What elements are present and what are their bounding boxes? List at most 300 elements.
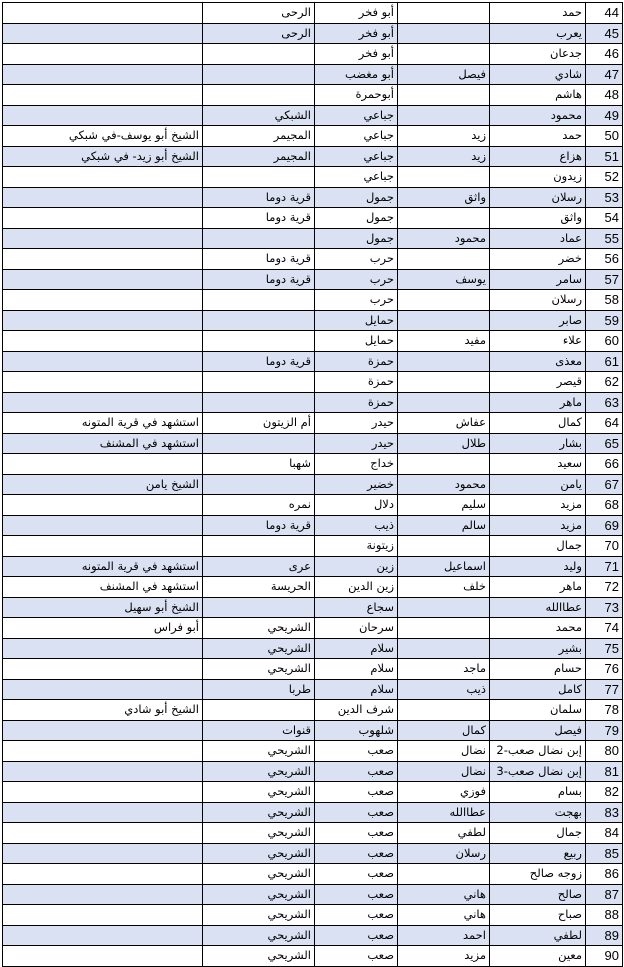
table-row — [3, 515, 623, 536]
note-cell — [3, 23, 203, 44]
table-row — [3, 741, 623, 762]
second-name-cell — [398, 3, 490, 24]
row-number-cell: 51 — [586, 146, 623, 167]
family-cell: أبو فخر — [315, 3, 398, 24]
note-cell — [3, 3, 203, 24]
second-name-cell: محمود — [398, 228, 490, 249]
second-name-cell — [398, 23, 490, 44]
first-name-cell: رسلان — [490, 290, 586, 311]
table-row — [3, 659, 623, 680]
origin-cell: قرية دوما — [203, 515, 315, 536]
first-name-cell: حسام — [490, 659, 586, 680]
table-row — [3, 290, 623, 311]
note-cell: الشيخ أبو يوسف-في شبكي — [3, 126, 203, 147]
family-cell: صعب — [315, 946, 398, 967]
table-row — [3, 905, 623, 926]
first-name-cell: محمد — [490, 618, 586, 639]
table-row — [3, 392, 623, 413]
table-row — [3, 187, 623, 208]
family-cell: خداج — [315, 454, 398, 475]
second-name-cell: ماجد — [398, 659, 490, 680]
origin-cell — [203, 290, 315, 311]
first-name-cell: هزاع — [490, 146, 586, 167]
row-number-cell: 60 — [586, 331, 623, 352]
origin-cell: المجيمر — [203, 126, 315, 147]
origin-cell — [203, 433, 315, 454]
note-cell: الشيخ أبو شادي — [3, 700, 203, 721]
note-cell — [3, 679, 203, 700]
second-name-cell — [398, 351, 490, 372]
family-cell: صعب — [315, 843, 398, 864]
note-cell — [3, 228, 203, 249]
origin-cell: الشريحي — [203, 618, 315, 639]
table-row — [3, 372, 623, 393]
note-cell: استشهد في قرية المتونه — [3, 556, 203, 577]
origin-cell — [203, 44, 315, 65]
table-row — [3, 495, 623, 516]
table-row — [3, 618, 623, 639]
row-number-cell: 45 — [586, 23, 623, 44]
first-name-cell: حمد — [490, 126, 586, 147]
first-name-cell: ماهر — [490, 392, 586, 413]
origin-cell: الشريحي — [203, 761, 315, 782]
first-name-cell: يعرب — [490, 23, 586, 44]
origin-cell: شهبا — [203, 454, 315, 475]
second-name-cell — [398, 249, 490, 270]
second-name-cell: محمود — [398, 474, 490, 495]
origin-cell: قرية دوما — [203, 269, 315, 290]
row-number-cell: 52 — [586, 167, 623, 188]
family-cell: صعب — [315, 823, 398, 844]
note-cell — [3, 823, 203, 844]
note-cell — [3, 638, 203, 659]
origin-cell: الشريحي — [203, 884, 315, 905]
row-number-cell: 47 — [586, 64, 623, 85]
note-cell — [3, 905, 203, 926]
first-name-cell: بهجت — [490, 802, 586, 823]
family-cell: شرف الدين — [315, 700, 398, 721]
second-name-cell: مزيد — [398, 946, 490, 967]
table-row — [3, 433, 623, 454]
first-name-cell: ربيع — [490, 843, 586, 864]
table-row — [3, 720, 623, 741]
row-number-cell: 54 — [586, 208, 623, 229]
second-name-cell: واثق — [398, 187, 490, 208]
first-name-cell: سعيد — [490, 454, 586, 475]
first-name-cell: جدعان — [490, 44, 586, 65]
table-body — [3, 3, 623, 967]
table-row — [3, 679, 623, 700]
first-name-cell: يامن — [490, 474, 586, 495]
family-cell: سلام — [315, 638, 398, 659]
second-name-cell: مفيد — [398, 331, 490, 352]
first-name-cell: ماهر — [490, 577, 586, 598]
row-number-cell: 69 — [586, 515, 623, 536]
note-cell — [3, 187, 203, 208]
second-name-cell: خلف — [398, 577, 490, 598]
row-number-cell: 62 — [586, 372, 623, 393]
row-number-cell: 75 — [586, 638, 623, 659]
row-number-cell: 65 — [586, 433, 623, 454]
family-cell: أبو فخر — [315, 44, 398, 65]
row-number-cell: 59 — [586, 310, 623, 331]
note-cell — [3, 249, 203, 270]
family-cell: حيدر — [315, 433, 398, 454]
first-name-cell: سلمان — [490, 700, 586, 721]
row-number-cell: 81 — [586, 761, 623, 782]
second-name-cell: يوسف — [398, 269, 490, 290]
note-cell — [3, 310, 203, 331]
note-cell — [3, 64, 203, 85]
row-number-cell: 58 — [586, 290, 623, 311]
first-name-cell: شادي — [490, 64, 586, 85]
note-cell — [3, 105, 203, 126]
row-number-cell: 71 — [586, 556, 623, 577]
family-cell: دلال — [315, 495, 398, 516]
first-name-cell: عطاالله — [490, 597, 586, 618]
table-row — [3, 536, 623, 557]
first-name-cell: زيدون — [490, 167, 586, 188]
second-name-cell: هاني — [398, 884, 490, 905]
first-name-cell: صالح — [490, 884, 586, 905]
note-cell — [3, 659, 203, 680]
family-cell: صعب — [315, 864, 398, 885]
second-name-cell — [398, 44, 490, 65]
first-name-cell: علاء — [490, 331, 586, 352]
family-cell: شلهوب — [315, 720, 398, 741]
origin-cell: الشريحي — [203, 864, 315, 885]
row-number-cell: 74 — [586, 618, 623, 639]
family-cell: صعب — [315, 761, 398, 782]
note-cell: استشهد في قرية المتونه — [3, 413, 203, 434]
family-cell: سلام — [315, 679, 398, 700]
note-cell — [3, 454, 203, 475]
table-row — [3, 249, 623, 270]
note-cell — [3, 269, 203, 290]
first-name-cell: رسلان — [490, 187, 586, 208]
note-cell — [3, 884, 203, 905]
row-number-cell: 61 — [586, 351, 623, 372]
first-name-cell: معذى — [490, 351, 586, 372]
row-number-cell: 67 — [586, 474, 623, 495]
family-cell: سلام — [315, 659, 398, 680]
first-name-cell: معين — [490, 946, 586, 967]
row-number-cell: 53 — [586, 187, 623, 208]
family-cell: حرب — [315, 249, 398, 270]
family-cell: حمايل — [315, 331, 398, 352]
row-number-cell: 48 — [586, 85, 623, 106]
first-name-cell: واثق — [490, 208, 586, 229]
row-number-cell: 87 — [586, 884, 623, 905]
first-name-cell: جمال — [490, 823, 586, 844]
note-cell: الشيخ أبو زيد- في شبكي — [3, 146, 203, 167]
origin-cell: قرية دوما — [203, 351, 315, 372]
row-number-cell: 44 — [586, 3, 623, 24]
row-number-cell: 56 — [586, 249, 623, 270]
table-row — [3, 454, 623, 475]
origin-cell: الرحى — [203, 23, 315, 44]
family-cell: حرب — [315, 290, 398, 311]
table-row — [3, 64, 623, 85]
family-cell: حمايل — [315, 310, 398, 331]
first-name-cell: لطفي — [490, 925, 586, 946]
origin-cell: الشريحي — [203, 905, 315, 926]
origin-cell: قرية دوما — [203, 208, 315, 229]
origin-cell: نمره — [203, 495, 315, 516]
family-cell: حيدر — [315, 413, 398, 434]
row-number-cell: 84 — [586, 823, 623, 844]
table-row — [3, 208, 623, 229]
names-table — [2, 2, 623, 967]
table-row — [3, 884, 623, 905]
first-name-cell: كامل — [490, 679, 586, 700]
origin-cell: الحريسة — [203, 577, 315, 598]
second-name-cell — [398, 167, 490, 188]
second-name-cell: لطفي — [398, 823, 490, 844]
row-number-cell: 76 — [586, 659, 623, 680]
row-number-cell: 72 — [586, 577, 623, 598]
origin-cell: الشريحي — [203, 741, 315, 762]
family-cell: زين — [315, 556, 398, 577]
origin-cell — [203, 228, 315, 249]
first-name-cell: خضر — [490, 249, 586, 270]
note-cell — [3, 741, 203, 762]
row-number-cell: 64 — [586, 413, 623, 434]
first-name-cell: وليد — [490, 556, 586, 577]
second-name-cell — [398, 208, 490, 229]
table-row — [3, 146, 623, 167]
family-cell: خضير — [315, 474, 398, 495]
origin-cell — [203, 372, 315, 393]
origin-cell — [203, 331, 315, 352]
note-cell — [3, 495, 203, 516]
row-number-cell: 57 — [586, 269, 623, 290]
table-row — [3, 269, 623, 290]
second-name-cell: سليم — [398, 495, 490, 516]
origin-cell: الشريحي — [203, 782, 315, 803]
origin-cell: طربا — [203, 679, 315, 700]
origin-cell — [203, 474, 315, 495]
first-name-cell: جمال — [490, 536, 586, 557]
table-row — [3, 228, 623, 249]
table-row — [3, 782, 623, 803]
family-cell: سرحان — [315, 618, 398, 639]
first-name-cell: مزيد — [490, 495, 586, 516]
family-cell: حرب — [315, 269, 398, 290]
table-row — [3, 761, 623, 782]
first-name-cell: سامر — [490, 269, 586, 290]
table-row — [3, 843, 623, 864]
note-cell — [3, 720, 203, 741]
second-name-cell — [398, 700, 490, 721]
family-cell: أبوحمرة — [315, 85, 398, 106]
second-name-cell — [398, 290, 490, 311]
first-name-cell: زوجه صالح — [490, 864, 586, 885]
origin-cell: الشريحي — [203, 843, 315, 864]
table-row — [3, 23, 623, 44]
note-cell — [3, 44, 203, 65]
row-number-cell: 85 — [586, 843, 623, 864]
first-name-cell: بسام — [490, 782, 586, 803]
origin-cell: الشريحي — [203, 823, 315, 844]
origin-cell — [203, 597, 315, 618]
note-cell: استشهد في المشنف — [3, 433, 203, 454]
row-number-cell: 80 — [586, 741, 623, 762]
origin-cell: قنوات — [203, 720, 315, 741]
origin-cell — [203, 167, 315, 188]
origin-cell — [203, 310, 315, 331]
family-cell: سجاع — [315, 597, 398, 618]
note-cell: الشيخ أبو سهيل — [3, 597, 203, 618]
row-number-cell: 73 — [586, 597, 623, 618]
first-name-cell: محمود — [490, 105, 586, 126]
table-row — [3, 3, 623, 24]
row-number-cell: 89 — [586, 925, 623, 946]
table-row — [3, 638, 623, 659]
table-row — [3, 823, 623, 844]
origin-cell: الشريحي — [203, 802, 315, 823]
origin-cell: الشبكي — [203, 105, 315, 126]
row-number-cell: 83 — [586, 802, 623, 823]
row-number-cell: 50 — [586, 126, 623, 147]
origin-cell: أم الزيتون — [203, 413, 315, 434]
note-cell — [3, 85, 203, 106]
origin-cell — [203, 85, 315, 106]
first-name-cell: صباح — [490, 905, 586, 926]
note-cell — [3, 536, 203, 557]
note-cell: استشهد في المشنف — [3, 577, 203, 598]
first-name-cell: حمد — [490, 3, 586, 24]
table-row — [3, 577, 623, 598]
note-cell — [3, 351, 203, 372]
note-cell — [3, 925, 203, 946]
second-name-cell: نضال — [398, 741, 490, 762]
note-cell — [3, 372, 203, 393]
second-name-cell — [398, 454, 490, 475]
row-number-cell: 77 — [586, 679, 623, 700]
family-cell: صعب — [315, 782, 398, 803]
second-name-cell: عطاالله — [398, 802, 490, 823]
row-number-cell: 66 — [586, 454, 623, 475]
table-row — [3, 802, 623, 823]
table-row — [3, 556, 623, 577]
table-row — [3, 351, 623, 372]
second-name-cell: اسماعيل — [398, 556, 490, 577]
second-name-cell: فوزي — [398, 782, 490, 803]
family-cell: ذيب — [315, 515, 398, 536]
table-row — [3, 85, 623, 106]
note-cell — [3, 761, 203, 782]
family-cell: حمزة — [315, 392, 398, 413]
first-name-cell: كمال — [490, 413, 586, 434]
row-number-cell: 78 — [586, 700, 623, 721]
table-row — [3, 597, 623, 618]
table-row — [3, 126, 623, 147]
first-name-cell: فيصل — [490, 720, 586, 741]
second-name-cell: نضال — [398, 761, 490, 782]
table-row — [3, 474, 623, 495]
origin-cell: قرية دوما — [203, 249, 315, 270]
second-name-cell: طلال — [398, 433, 490, 454]
second-name-cell: عفاش — [398, 413, 490, 434]
second-name-cell: احمد — [398, 925, 490, 946]
family-cell: زيتونة — [315, 536, 398, 557]
family-cell: جباعي — [315, 167, 398, 188]
table-row — [3, 700, 623, 721]
origin-cell — [203, 536, 315, 557]
row-number-cell: 79 — [586, 720, 623, 741]
origin-cell: الشريحي — [203, 925, 315, 946]
second-name-cell — [398, 310, 490, 331]
table-row — [3, 946, 623, 967]
second-name-cell — [398, 392, 490, 413]
second-name-cell: فيصل — [398, 64, 490, 85]
table-row — [3, 864, 623, 885]
second-name-cell — [398, 105, 490, 126]
table-row — [3, 167, 623, 188]
note-cell: الشيخ يامن — [3, 474, 203, 495]
origin-cell: عرى — [203, 556, 315, 577]
second-name-cell: زيد — [398, 126, 490, 147]
row-number-cell: 88 — [586, 905, 623, 926]
second-name-cell: كمال — [398, 720, 490, 741]
second-name-cell: هاني — [398, 905, 490, 926]
first-name-cell: عماد — [490, 228, 586, 249]
second-name-cell — [398, 638, 490, 659]
note-cell — [3, 167, 203, 188]
family-cell: أبو مغضب — [315, 64, 398, 85]
family-cell: صعب — [315, 884, 398, 905]
origin-cell: الشريحي — [203, 638, 315, 659]
second-name-cell — [398, 85, 490, 106]
second-name-cell — [398, 864, 490, 885]
family-cell: جباعي — [315, 105, 398, 126]
origin-cell: قرية دوما — [203, 187, 315, 208]
second-name-cell — [398, 597, 490, 618]
first-name-cell: إبن نضال صعب-2 — [490, 741, 586, 762]
family-cell: صعب — [315, 925, 398, 946]
second-name-cell — [398, 618, 490, 639]
row-number-cell: 46 — [586, 44, 623, 65]
first-name-cell: هاشم — [490, 85, 586, 106]
origin-cell: الشريحي — [203, 946, 315, 967]
note-cell — [3, 290, 203, 311]
origin-cell — [203, 392, 315, 413]
row-number-cell: 49 — [586, 105, 623, 126]
family-cell: أبو فخر — [315, 23, 398, 44]
row-number-cell: 68 — [586, 495, 623, 516]
origin-cell — [203, 700, 315, 721]
family-cell: حمزة — [315, 351, 398, 372]
first-name-cell: بشار — [490, 433, 586, 454]
second-name-cell: ذيب — [398, 679, 490, 700]
row-number-cell: 55 — [586, 228, 623, 249]
first-name-cell: بشير — [490, 638, 586, 659]
second-name-cell: زيد — [398, 146, 490, 167]
second-name-cell — [398, 536, 490, 557]
note-cell — [3, 843, 203, 864]
origin-cell: الرحى — [203, 3, 315, 24]
family-cell: صعب — [315, 905, 398, 926]
table-row — [3, 44, 623, 65]
row-number-cell: 90 — [586, 946, 623, 967]
family-cell: صعب — [315, 802, 398, 823]
note-cell: أبو فراس — [3, 618, 203, 639]
family-cell: جمول — [315, 228, 398, 249]
table-row — [3, 310, 623, 331]
first-name-cell: إبن نضال صعب-3 — [490, 761, 586, 782]
table-row — [3, 413, 623, 434]
